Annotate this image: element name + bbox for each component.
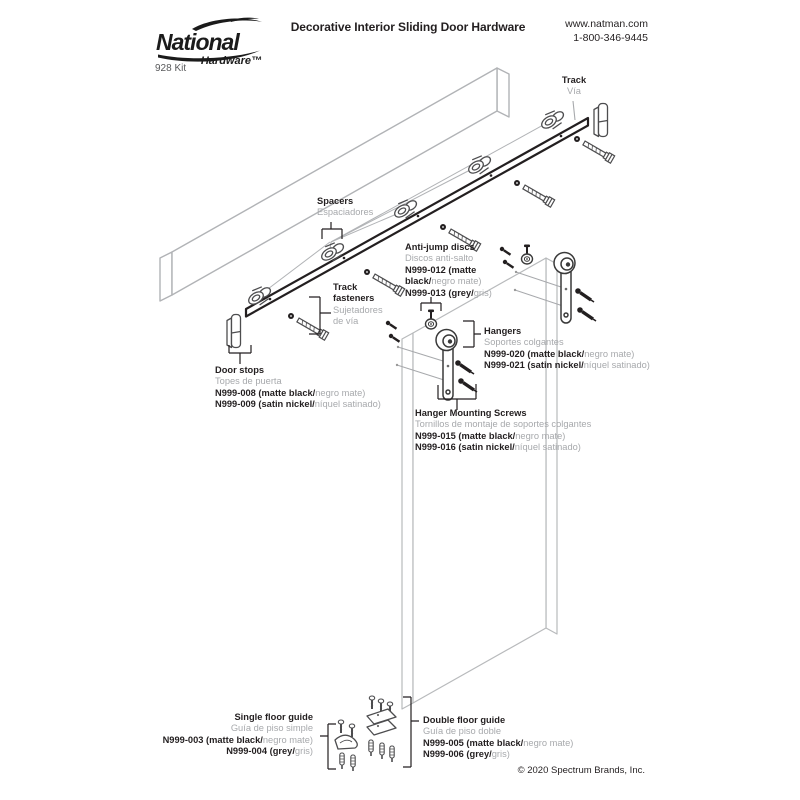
single-floor-guide	[335, 720, 357, 771]
label-single-floor-guide: Single floor guide Guía de piso simple N999-003 (matte black/negro mate) N999-004 (grey/gris)	[162, 712, 313, 757]
website-link[interactable]: www.natman.com	[565, 18, 648, 30]
label-hanger-mounting-screws: Hanger Mounting Screws Tornillos de montaje de soportes colgantes N999-015 (matte black/negro mate) N999-016 (satin nickel/níquel satinado)	[415, 408, 592, 453]
page-title: Decorative Interior Sliding Door Hardware	[290, 20, 526, 34]
bracket-spacers	[322, 222, 342, 239]
phone-number: 1-800-346-9445	[573, 32, 648, 44]
label-anti-jump-discs: Anti-jump discs Discos anti-salto N999-012 (matte black/negro mate) N999-013 (grey/gris)	[405, 242, 492, 298]
double-floor-guide	[367, 696, 396, 762]
bracket-single-guide	[320, 724, 336, 769]
track-leader-line	[573, 101, 575, 120]
national-hardware-logo	[146, 14, 270, 66]
label-spacers: Spacers Espaciadores	[317, 196, 374, 218]
label-track: Track Vía	[561, 75, 587, 97]
bracket-door-stops	[229, 345, 251, 364]
copyright-notice: © 2020 Spectrum Brands, Inc.	[517, 765, 645, 776]
logo-sub-wordmark: Hardware™	[200, 55, 262, 66]
label-door-stops: Door stops Topes de puerta N999-008 (matte black/negro mate) N999-009 (satin nickel/níquel satinado)	[215, 365, 381, 410]
label-track-fasteners: Track fasteners Sujetadores de vía	[333, 282, 383, 327]
label-hangers: Hangers Soportes colgantes N999-020 (matte black/negro mate) N999-021 (satin nickel/níquel satinado)	[484, 326, 650, 371]
kit-number: 928 Kit	[155, 63, 187, 74]
contact-info	[565, 17, 648, 45]
label-double-floor-guide: Double floor guide Guía de piso doble N999-005 (matte black/negro mate) N999-006 (grey/gris)	[423, 715, 574, 760]
bracket-anti-jump	[421, 297, 441, 311]
logo-wordmark: National	[156, 29, 239, 55]
